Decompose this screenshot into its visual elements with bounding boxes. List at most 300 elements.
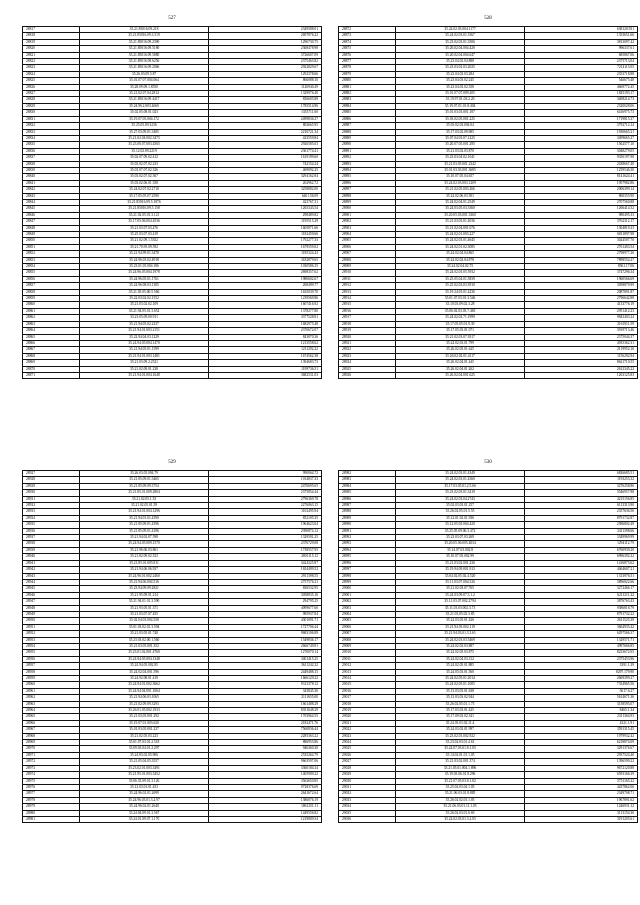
row-number-cell: 28915	[339, 302, 396, 308]
cadastral-code-cell: 35.12.03.01.01.453	[79, 784, 208, 790]
amount-cell: 1679559.02	[209, 244, 322, 250]
table-row	[23, 816, 322, 822]
page-number: 528	[484, 16, 492, 21]
row-number-cell: 28923	[339, 353, 396, 359]
amount-cell: 1785514.96	[209, 103, 322, 109]
row-number-cell: 28934	[23, 515, 80, 521]
cadastral-code-cell: 35.23.04.03.03.284	[395, 71, 524, 77]
row-number-cell: 29013	[339, 669, 396, 675]
cadastral-code-cell: 35.19.97.01.03.2.20	[395, 97, 524, 103]
cadastral-code-cell: 35.21.06.03.01.8.885	[395, 791, 524, 797]
cadastral-code-cell: 35.21.03.05.001.2342	[395, 161, 524, 167]
row-number-cell: 28893	[339, 161, 396, 167]
cadastral-code-cell: 35.21.02.03.07.3917	[395, 334, 524, 340]
amount-cell: 8465.1.34	[525, 708, 638, 714]
row-number-cell: 28837	[23, 155, 80, 161]
cadastral-code-cell: 35.26.02.04.01.445	[395, 360, 524, 366]
cadastral-code-cell: 35.21.07.05.03.8.1.82	[395, 778, 524, 784]
amount-cell: 9728376.69	[209, 784, 322, 790]
cadastral-code-cell: 35.23.04.03.02.358	[395, 84, 524, 90]
amount-cell: 3896822.66	[525, 579, 638, 585]
amount-cell: 1861251.11	[209, 804, 322, 810]
amount-cell: 2698357.62	[209, 270, 322, 276]
row-number-cell: 28895	[339, 174, 396, 180]
row-number-cell: 29034	[339, 804, 396, 810]
row-number-cell: 28903	[339, 225, 396, 231]
cadastral-code-cell: 35.19.03.06.01.8.296	[395, 772, 524, 778]
amount-cell: 2697876.22	[209, 33, 322, 39]
cadastral-code-cell: 35.26.01.05.002.1933	[79, 708, 208, 714]
amount-cell: 1014837.33	[209, 477, 322, 483]
cadastral-code-cell: 35.01.03.03.001.3685	[395, 167, 524, 173]
row-number-cell: 28861	[23, 308, 80, 314]
cadastral-code-cell: 35.13.03.03.02.944	[395, 695, 524, 701]
row-number-cell: 28842	[23, 187, 80, 193]
cadastral-code-cell: 35.21.85016.09.5.1876	[79, 199, 208, 205]
amount-cell: 4669772.45	[525, 84, 638, 90]
cadastral-code-cell: 35.21.94.01.004.1648	[79, 372, 208, 378]
amount-cell: 4321.1.91	[525, 720, 638, 726]
row-number-cell: 28950	[23, 618, 80, 624]
cadastral-code-cell: 35.24.03.03.01.426	[395, 618, 524, 624]
cadastral-code-cell: 35.21.02.04.001.076	[395, 225, 524, 231]
amount-cell: 2349588.01	[209, 27, 322, 33]
amount-cell: 1304819.23	[525, 225, 638, 231]
amount-cell: 3377528.81	[209, 315, 322, 321]
row-number-cell: 28916	[339, 308, 396, 314]
cadastral-code-cell: 35.03.02.03.004.04	[395, 123, 524, 129]
cadastral-code-cell: 35.24.94.05.004.1348	[79, 656, 208, 662]
amount-cell: 980495.33	[525, 212, 638, 218]
amount-cell: 3726607.09	[209, 52, 322, 58]
row-number-cell: 28952	[23, 631, 80, 637]
amount-cell: 2911398.55	[209, 573, 322, 579]
row-number-cell: 28881	[339, 84, 396, 90]
amount-cell: 6593166.39	[525, 772, 638, 778]
row-number-cell: 28910	[339, 270, 396, 276]
amount-cell: 6113313.90	[525, 503, 638, 509]
cadastral-code-cell: 35.03.02.05.001.225	[395, 116, 524, 122]
row-number-cell: 29007	[339, 631, 396, 637]
cadastral-code-cell: 35.01.07.07.009.205	[395, 91, 524, 97]
amount-cell: 2926585.03	[209, 142, 322, 148]
amount-cell: 1792277.33	[209, 238, 322, 244]
row-number-cell: 28945	[23, 586, 80, 592]
cadastral-code-cell: 35.24.96.05.004.1978	[79, 270, 208, 276]
cadastral-code-cell: 35.19.07.01.01.8.404	[395, 103, 524, 109]
amount-cell: 802665.95	[209, 123, 322, 129]
table-row	[23, 372, 322, 378]
row-number-cell: 28890	[339, 142, 396, 148]
row-number-cell: 28943	[23, 573, 80, 579]
cadastral-code-cell: 35.21.95.01.003.3452	[79, 772, 208, 778]
amount-cell: 836532.95	[209, 586, 322, 592]
cadastral-code-cell: 35.21.02.09.09.3293	[79, 701, 208, 707]
row-number-cell: 28860	[23, 302, 80, 308]
amount-cell: 742154.24	[209, 161, 322, 167]
row-number-cell: 28828	[23, 97, 80, 103]
amount-cell: 2375854.44	[209, 490, 322, 496]
row-number-cell: 28953	[23, 637, 80, 643]
row-number-cell: 28826	[23, 84, 80, 90]
cadastral-code-cell: 35.21.85016.09.4417	[79, 97, 208, 103]
cadastral-code-cell: 35.24.02.03.03.887	[395, 643, 524, 649]
row-number-cell: 28850	[23, 238, 80, 244]
row-number-cell: 28886	[339, 116, 396, 122]
amount-cell: 2311364.93	[525, 714, 638, 720]
cadastral-code-cell: 35.10.07.05.04.657	[395, 174, 524, 180]
cadastral-code-cell: 35.21.85.01.009.2804	[79, 490, 208, 496]
amount-cell: 2376672.07	[209, 328, 322, 334]
cadastral-code-cell: 35.26.03.09.5.87	[79, 71, 208, 77]
page-number: 529	[168, 460, 176, 465]
amount-cell: 7334965.56	[525, 682, 638, 688]
cadastral-code-cell: 35.02.05.08.01.023	[79, 110, 208, 116]
amount-cell: 1960566.69	[525, 276, 638, 282]
row-number-cell: 28901	[339, 212, 396, 218]
row-number-cell: 29036	[339, 816, 396, 822]
amount-cell: 4997666.85	[525, 643, 638, 649]
row-number-cell: 28969	[23, 740, 80, 746]
amount-cell: 8791732.22	[525, 611, 638, 617]
row-number-cell: 28876	[339, 52, 396, 58]
row-number-cell: 28959	[23, 676, 80, 682]
row-number-cell: 28835	[23, 142, 80, 148]
cadastral-code-cell: 35.26.02.02.01.4117	[395, 353, 524, 359]
cadastral-code-cell: 35.24.01.09.07.1.170	[79, 816, 208, 822]
cadastral-code-cell: 35.01.07.03.01.3.546	[395, 296, 524, 302]
amount-cell: 3048279.05	[525, 148, 638, 154]
cadastral-code-cell: 35.21.94.03.01.3.3.61	[395, 631, 524, 637]
amount-cell: 6211211.22	[525, 592, 638, 598]
amount-cell: 1635039.70	[209, 289, 322, 295]
amount-cell: 2006399.14	[525, 187, 638, 193]
amount-cell: 9843403.24	[525, 315, 638, 321]
amount-cell: 1661488.29	[209, 701, 322, 707]
amount-cell: 3058879.99	[525, 283, 638, 289]
amount-cell: 2119952.16	[525, 347, 638, 353]
cadastral-code-cell: 35.24.94.01.002.3662	[79, 682, 208, 688]
amount-cell: 9683106.89	[209, 631, 322, 637]
cadastral-code-cell: 35.21.03.05.001.352	[79, 643, 208, 649]
cadastral-code-cell: 35.23.02.03.002.922	[395, 733, 524, 739]
amount-cell: 1102495.94	[209, 509, 322, 515]
cadastral-code-cell: 35.21.93.05.01.371	[79, 605, 208, 611]
row-number-cell: 28889	[339, 135, 396, 141]
amount-cell: 343845.36	[209, 688, 322, 694]
cadastral-code-cell: 35.13.03.03.01.638	[395, 688, 524, 694]
cadastral-code-cell: 35.01.03.02.01.3.594	[79, 624, 208, 630]
row-number-cell: 29008	[339, 637, 396, 643]
cadastral-code-cell: 35.24.83.02.05.906	[79, 752, 208, 758]
amount-cell: 1329591.25	[209, 535, 322, 541]
cadastral-code-cell: 35.21.85.09.01.3465	[79, 477, 208, 483]
row-number-cell: 28853	[23, 257, 80, 263]
data-table	[338, 26, 638, 379]
amount-cell: 1666129.22	[209, 676, 322, 682]
row-number-cell: 28870	[23, 366, 80, 372]
cadastral-code-cell: 35.24.02.05.03.875	[395, 650, 524, 656]
row-number-cell: 28912	[339, 283, 396, 289]
cadastral-code-cell: 35.24.02.03.01.4645	[395, 238, 524, 244]
row-number-cell: 28962	[23, 695, 80, 701]
cadastral-code-cell: 35.24.96.02.01.2699	[79, 791, 208, 797]
row-number-cell: 29018	[339, 701, 396, 707]
row-number-cell: 28899	[339, 199, 396, 205]
amount-cell: 1126940.49	[209, 84, 322, 90]
amount-cell: 1156202.94	[525, 353, 638, 359]
amount-cell: 1930665.21	[525, 129, 638, 135]
amount-cell: 843870.36	[209, 334, 322, 340]
cadastral-code-cell: 35.24.02.02.04.878	[395, 257, 524, 263]
row-number-cell: 29032	[339, 791, 396, 797]
row-number-cell: 28970	[23, 746, 80, 752]
row-number-cell: 28855	[23, 270, 80, 276]
cadastral-code-cell: 35.21.03.05.01.740	[79, 631, 208, 637]
cadastral-code-cell: 35.24.02.02.71.1999	[395, 315, 524, 321]
row-number-cell: 29004	[339, 611, 396, 617]
row-number-cell: 28880	[339, 78, 396, 84]
amount-cell: 2801115.12	[209, 554, 322, 560]
row-number-cell: 28956	[23, 656, 80, 662]
amount-cell: 2798977.26	[525, 251, 638, 257]
cadastral-code-cell: 35.14.02.01.01.1.05	[395, 752, 524, 758]
cadastral-code-cell: 35.26.02.05.01.5.55	[395, 509, 524, 515]
row-number-cell: 28944	[23, 579, 80, 585]
cadastral-code-cell: 35.12.02.09.2219	[79, 148, 208, 154]
amount-cell: 3411398.66	[525, 528, 638, 534]
cadastral-code-cell: 35.24.02.01.003.227	[395, 232, 524, 238]
row-number-cell: 28869	[23, 360, 80, 366]
cadastral-code-cell: 35.21.94.01.01.4390	[79, 515, 208, 521]
amount-cell: 294795.25	[209, 599, 322, 605]
row-number-cell: 29002	[339, 599, 396, 605]
row-number-cell: 28976	[23, 784, 80, 790]
amount-cell: 2669399.27	[525, 676, 638, 682]
cadastral-code-cell: 35.10.03.09.02.3.28	[395, 302, 524, 308]
row-number-cell: 28865	[23, 334, 80, 340]
amount-cell: 1682975.48	[209, 321, 322, 327]
cadastral-code-cell: 35.17.03.03.01.425	[395, 708, 524, 714]
row-number-cell: 28954	[23, 643, 80, 649]
amount-cell: 1329571.71	[525, 637, 638, 643]
amount-cell: 2285363.22	[209, 733, 322, 739]
row-number-cell: 29027	[339, 759, 396, 765]
cadastral-code-cell: 35.21.03.02.001.236	[395, 560, 524, 566]
cadastral-code-cell: 35.21.05.05.00.5.566	[79, 289, 208, 295]
amount-cell: 2390874.12	[209, 528, 322, 534]
row-number-cell: 28864	[23, 328, 80, 334]
row-number-cell: 28858	[23, 289, 80, 295]
cadastral-code-cell: 35.21.05.01.004.1.896	[395, 765, 524, 771]
data-table	[338, 470, 638, 823]
cadastral-code-cell: 35.21.94.01.004.1296	[79, 509, 208, 515]
row-number-cell: 28992	[339, 535, 396, 541]
row-number-cell: 28833	[23, 129, 80, 135]
amount-cell: 1727706.44	[209, 624, 322, 630]
cadastral-code-cell: 35.24.94.05.009.1570	[79, 541, 208, 547]
amount-cell: 3258882.00	[209, 187, 322, 193]
amount-cell: 836605.88	[209, 97, 322, 103]
row-number-cell: 29011	[339, 656, 396, 662]
cadastral-code-cell: 35.25.05.09.3236	[79, 123, 208, 129]
page-number: 527	[168, 16, 176, 21]
cadastral-code-cell: 35.20.02.04.004.647	[395, 52, 524, 58]
cadastral-code-cell: 35.24.07.03.01.8.1.05	[395, 746, 524, 752]
cadastral-code-cell: 35.21.94.03.002.119	[395, 624, 524, 630]
cadastral-code-cell: 35.24.02.03.01.799	[395, 340, 524, 346]
cadastral-code-cell: 35.24.92.08.01.419	[79, 676, 208, 682]
cadastral-code-cell: 35.24.96.01.002.2460	[79, 573, 208, 579]
cadastral-code-cell: 35.01.07.07.004.064	[79, 78, 208, 84]
amount-cell: 3294162.84	[209, 174, 322, 180]
amount-cell: 9350197.98	[525, 155, 638, 161]
row-number-cell: 28896	[339, 180, 396, 186]
row-number-cell: 28994	[339, 547, 396, 553]
amount-cell: 3401415.25	[209, 656, 322, 662]
amount-cell: 2449488.15	[209, 669, 322, 675]
amount-cell: 1562577.10	[525, 142, 638, 148]
amount-cell: 2757576.21	[209, 579, 322, 585]
cadastral-code-cell: 35.21.82.09.02.523	[79, 554, 208, 560]
amount-cell: 1416873.62	[525, 560, 638, 566]
amount-cell: 2612345.22	[525, 366, 638, 372]
cadastral-code-cell: 35.12.01.02.01.936	[395, 515, 524, 521]
amount-cell: 2182471.76	[209, 720, 322, 726]
cadastral-code-cell: 35.21.03.02.03.870	[395, 148, 524, 154]
row-number-cell: 28920	[339, 334, 396, 340]
amount-cell: 8233672.05	[525, 650, 638, 656]
row-number-cell: 28995	[339, 554, 396, 560]
amount-cell: 469092.25	[209, 167, 322, 173]
amount-cell: 2375044.37	[525, 334, 638, 340]
row-number-cell: 28957	[23, 663, 80, 669]
cadastral-code-cell: 35.24.94.09.01.3.567	[79, 810, 208, 816]
row-number-cell: 29029	[339, 772, 396, 778]
amount-cell: 1292378.66	[209, 71, 322, 77]
amount-cell: 1353711.60	[209, 110, 322, 116]
cadastral-code-cell: 35.24.02.03.01.4349	[395, 471, 524, 477]
amount-cell: 6760939.20	[525, 547, 638, 553]
cadastral-code-cell: 35.06.35.09.01.3.126	[79, 778, 208, 784]
row-number-cell: 29020	[339, 714, 396, 720]
amount-cell: 1449556.82	[209, 810, 322, 816]
amount-cell: 3562650.85	[209, 778, 322, 784]
row-number-cell: 28930	[23, 490, 80, 496]
amount-cell: 4099677.60	[209, 605, 322, 611]
row-number-cell: 28946	[23, 592, 80, 598]
cadastral-code-cell: 35.17.09.03.02.341	[395, 714, 524, 720]
table-row	[339, 372, 638, 378]
row-number-cell: 28900	[339, 206, 396, 212]
cadastral-code-cell: 35.23.02.03.01.4.61	[395, 740, 524, 746]
amount-cell: 546675.48	[525, 78, 638, 84]
row-number-cell: 28872	[339, 27, 396, 33]
cadastral-code-cell: 35.19.94.09.001.913	[395, 567, 524, 573]
cadastral-code-cell: 35.14.07.03.002.8	[395, 547, 524, 553]
row-number-cell: 28873	[339, 33, 396, 39]
cadastral-code-cell: 35.21.85016.09.2066	[79, 65, 208, 71]
row-number-cell: 28998	[339, 573, 396, 579]
row-number-cell: 28866	[23, 340, 80, 346]
row-number-cell: 28821	[23, 52, 80, 58]
amount-cell: 2586802.49	[525, 522, 638, 528]
row-number-cell: 28907	[339, 251, 396, 257]
amount-cell: 3191205.61	[525, 816, 638, 822]
amount-cell: 2375453.96	[525, 656, 638, 662]
cadastral-code-cell: 35.24.02.05.01.1005	[395, 682, 524, 688]
row-number-cell: 28879	[339, 71, 396, 77]
row-number-cell: 29012	[339, 663, 396, 669]
cadastral-code-cell: 35.21.02.09.1.5352	[79, 238, 208, 244]
cadastral-code-cell: 35.23.01.05.004.186	[79, 264, 208, 270]
row-number-cell: 29033	[339, 797, 396, 803]
row-number-cell: 29015	[339, 682, 396, 688]
cadastral-code-cell: 35.21.85016.09.5880	[79, 52, 208, 58]
cadastral-code-cell: 35.21.85.09.09.3754	[79, 483, 208, 489]
row-number-cell: 28928	[23, 477, 80, 483]
amount-cell: 1607416.92	[209, 302, 322, 308]
row-number-cell: 28919	[339, 328, 396, 334]
amount-cell: 1265343.54	[209, 206, 322, 212]
cadastral-code-cell: 35.11.03.07.004.526	[395, 579, 524, 585]
amount-cell: 1654499.52	[209, 567, 322, 573]
row-number-cell: 28951	[23, 624, 80, 630]
row-number-cell: 28979	[23, 804, 80, 810]
cadastral-code-cell: 35.25.02.03.04.1.05	[395, 784, 524, 790]
row-number-cell: 28909	[339, 264, 396, 270]
amount-cell: 6811897.98	[525, 232, 638, 238]
cadastral-code-cell: 35.28.09.09.1.8550	[79, 84, 208, 90]
row-number-cell: 28834	[23, 135, 80, 141]
cadastral-code-cell: 35.17.03.05.01.2.5.66	[395, 483, 524, 489]
amount-cell: 1825193.17	[525, 91, 638, 97]
row-number-cell: 28955	[23, 650, 80, 656]
row-number-cell: 28818	[23, 33, 80, 39]
cadastral-code-cell: 35.21.94.06.06.937	[79, 567, 208, 573]
row-number-cell: 28906	[339, 244, 396, 250]
row-number-cell: 28935	[23, 522, 80, 528]
row-number-cell: 29021	[339, 720, 396, 726]
row-number-cell: 28987	[339, 503, 396, 509]
cadastral-code-cell: 35.21.70.95.09.592	[79, 244, 208, 250]
row-number-cell: 28982	[339, 471, 396, 477]
row-number-cell: 28966	[23, 720, 80, 726]
row-number-cell: 28888	[339, 129, 396, 135]
cadastral-code-cell: 35.21.85.09.01.4396	[79, 522, 208, 528]
amount-cell: 2761403.54	[525, 244, 638, 250]
amount-cell: 5617.6.27	[525, 688, 638, 694]
amount-cell: 298489.82	[209, 212, 322, 218]
cadastral-code-cell: 35.23.03.07.03.269	[395, 535, 524, 541]
amount-cell: 1394683.73	[209, 360, 322, 366]
cadastral-code-cell: 35.21.03.09.2.2521	[79, 360, 208, 366]
amount-cell: 866088.10	[209, 78, 322, 84]
cadastral-code-cell: 35.24.96.05.01.1761	[79, 276, 208, 282]
cadastral-code-cell: 35.21.02.05.01.59	[79, 503, 208, 509]
row-number-cell: 29001	[339, 592, 396, 598]
cadastral-code-cell: 35.24.02.03.01.3567	[395, 33, 524, 39]
row-number-cell: 28827	[23, 91, 80, 97]
amount-cell: 2796369.78	[209, 496, 322, 502]
cadastral-code-cell: 35.24.96.02.01.2640	[79, 804, 208, 810]
cadastral-code-cell: 35.26.02.04.01.262	[395, 366, 524, 372]
cadastral-code-cell: 35.24.02.05.01.2014	[395, 676, 524, 682]
cadastral-code-cell: 35.09.03.04.01.2.297	[79, 746, 208, 752]
cadastral-code-cell: 35.25.05.04.01.5839	[395, 276, 524, 282]
row-number-cell: 28985	[339, 490, 396, 496]
amount-cell: 1674562.38	[209, 353, 322, 359]
